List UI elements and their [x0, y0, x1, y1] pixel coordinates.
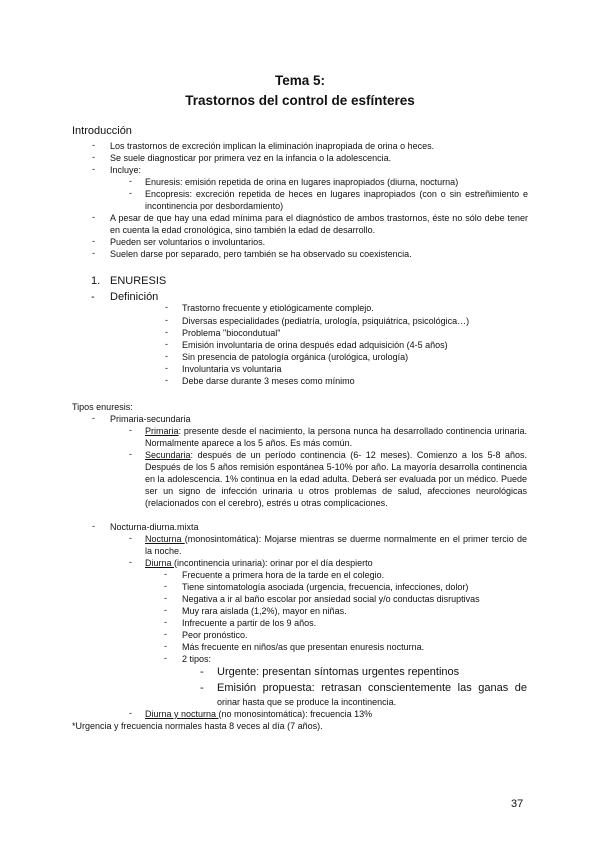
- diurna-item: [145, 557, 373, 569]
- diurna-list-item: 2 tipos:: [182, 654, 212, 664]
- bullet-dash: -: [129, 708, 132, 718]
- diurna-term: Diurna: [145, 558, 175, 568]
- bullet-dash: -: [129, 557, 132, 567]
- bullet-dash: -: [92, 413, 95, 423]
- includes-item: Enuresis: emisión repetida de orina en lugares inapropiados (diurna, nocturna): [145, 177, 459, 187]
- diurna-list-item: Frecuente a primera hora de la tarde en el colegio.: [182, 570, 385, 580]
- bullet-dash: -: [164, 593, 167, 603]
- diurna-list-item: Más frecuente en niños/as que presentan enuresis nocturna.: [182, 642, 425, 652]
- intro-item: Incluye:: [110, 165, 142, 175]
- bullet-dash: -: [92, 212, 95, 222]
- tipo-emision: Emisión propuesta: retrasan conscientemente las ganas de: [217, 682, 527, 694]
- diurna-list-item: Peor pronóstico.: [182, 630, 248, 640]
- bullet-dash: -: [165, 363, 168, 373]
- bullet-dash: -: [164, 569, 167, 579]
- bullet-dash: -: [129, 188, 132, 198]
- primaria-text: : presente desde el nacimiento, la persona nunca ha desarrollado continencia urinaria. Normalmente aparece a los 5 años. Es más común.: [145, 426, 527, 448]
- section-title: ENURESIS: [110, 275, 167, 287]
- bullet-dash: -: [165, 315, 168, 325]
- nocturna-item: [145, 533, 527, 557]
- primaria-item: [145, 425, 527, 449]
- bullet-dash: -: [164, 629, 167, 639]
- bullet-dash: -: [164, 581, 167, 591]
- diurna-list-item: Muy rara aislada (1,2%), mayor en niñas.: [182, 606, 347, 616]
- bullet-dash: -: [164, 617, 167, 627]
- page-number: 37: [511, 798, 524, 810]
- definicion-item: Trastorno frecuente y etiológicamente complejo.: [182, 303, 374, 313]
- intro-heading: Introducción: [72, 125, 132, 137]
- diurna-list-item: Tiene sintomatología asociada (urgencia, frecuencia, infecciones, dolor): [182, 582, 469, 592]
- bullet-dash: -: [92, 140, 95, 150]
- intro-item: Pueden ser voluntarios o involuntarios.: [110, 237, 266, 247]
- diurna-nocturna-text: (no monosintomática): frecuencia 13%: [218, 709, 373, 719]
- definicion-item: Emisión involuntaria de orina después edad adquisición (4-5 años): [182, 340, 448, 350]
- intro-item: Se suele diagnosticar por primera vez en la infancia o la adolescencia.: [110, 153, 392, 163]
- includes-item: Encopresis: excreción repetida de heces en lugares inapropiados (con o sin estreñimiento e incontinencia por desbordamiento): [145, 189, 528, 211]
- nocturna-term: Nocturna: [145, 534, 185, 544]
- page-title-line2: Trastornos del control de esfínteres: [185, 93, 415, 108]
- page-title-line1: Tema 5:: [274, 73, 326, 88]
- diurna-text: (incontinencia urinaria): orinar por el día despierto: [174, 558, 373, 568]
- bullet-dash: -: [91, 291, 95, 303]
- bullet-dash: -: [92, 164, 95, 174]
- definicion-item: Involuntaria vs voluntaria: [182, 364, 282, 374]
- secundaria-item: [145, 449, 527, 509]
- diurna-nocturna-item: [145, 708, 372, 720]
- nocturna-text: (monosintomática): Mojarse mientras se duerme normalmente en el primer tercio de la noche.: [145, 534, 527, 556]
- primaria-term: Primaria: [145, 426, 179, 436]
- bullet-dash: -: [164, 641, 167, 651]
- nocturna-diurna-label: Nocturna-diurna.mixta: [110, 522, 199, 532]
- intro-item: Suelen darse por separado, pero también se ha observado su coexistencia.: [110, 249, 412, 259]
- bullet-dash: -: [165, 375, 168, 385]
- secundaria-term: Secundaria: [145, 450, 191, 460]
- bullet-dash: -: [165, 302, 168, 312]
- intro-item: A pesar de que hay una edad mínima para el diagnóstico de ambos trastornos, éste no sólo debe tener en cuenta la edad cronológica, sino también la edad de desarrollo.: [110, 213, 528, 235]
- bullet-dash: -: [165, 339, 168, 349]
- bullet-dash: -: [164, 605, 167, 615]
- footnote: *Urgencia y frecuencia normales hasta 8 veces al día (7 años).: [72, 721, 323, 731]
- primaria-secundaria-label: Primaria-secundaria: [110, 414, 191, 424]
- diurna-nocturna-term: Diurna y nocturna: [145, 709, 219, 719]
- section-number: 1.: [91, 275, 101, 287]
- tipos-heading: Tipos enuresis:: [72, 402, 133, 412]
- diurna-list-item: Negativa a ir al baño escolar por ansiedad social y/o conductas disruptivas: [182, 594, 480, 604]
- bullet-dash: -: [129, 449, 132, 459]
- bullet-dash: -: [129, 425, 132, 435]
- intro-item: Los trastornos de excreción implican la eliminación inapropiada de orina o heces.: [110, 141, 435, 151]
- bullet-dash: -: [165, 351, 168, 361]
- definicion-item: Debe darse durante 3 meses como mínimo: [182, 376, 355, 386]
- bullet-dash: -: [200, 666, 204, 678]
- bullet-dash: -: [92, 236, 95, 246]
- bullet-dash: -: [129, 176, 132, 186]
- definicion-label: Definición: [110, 291, 159, 303]
- tipo-emision-cont: orinar hasta que se produce la incontinencia.: [217, 697, 397, 707]
- bullet-dash: -: [164, 653, 167, 663]
- secundaria-text: : después de un período continencia (6- 12 meses). Comienzo a los 5-8 años. Después de los 5 años remisión espontánea 5-10% por año. La mayoría desarrolla continencia en la adolescencia. 1% continua en la edad adulta. Deberá ser evaluada por un médico. Puede ser un signo de infección urinaria u otros problemas de salud, afecciones neurológicas (relacionados con el cerebro), estrés u otras complicaciones.: [145, 450, 527, 508]
- bullet-dash: -: [200, 682, 204, 694]
- diurna-list-item: Infrecuente a partir de los 9 años.: [182, 618, 317, 628]
- bullet-dash: -: [92, 152, 95, 162]
- bullet-dash: -: [92, 521, 95, 531]
- definicion-item: Sin presencia de patología orgánica (urológica, urología): [182, 352, 409, 362]
- tipo-urgente: Urgente: presentan síntomas urgentes repentinos: [217, 666, 460, 678]
- bullet-dash: -: [165, 327, 168, 337]
- definicion-item: Diversas especialidades (pediatría, urología, psiquiátrica, psicológica…): [182, 316, 470, 326]
- bullet-dash: -: [129, 533, 132, 543]
- definicion-item: Problema "biocondutual": [182, 328, 281, 338]
- bullet-dash: -: [92, 248, 95, 258]
